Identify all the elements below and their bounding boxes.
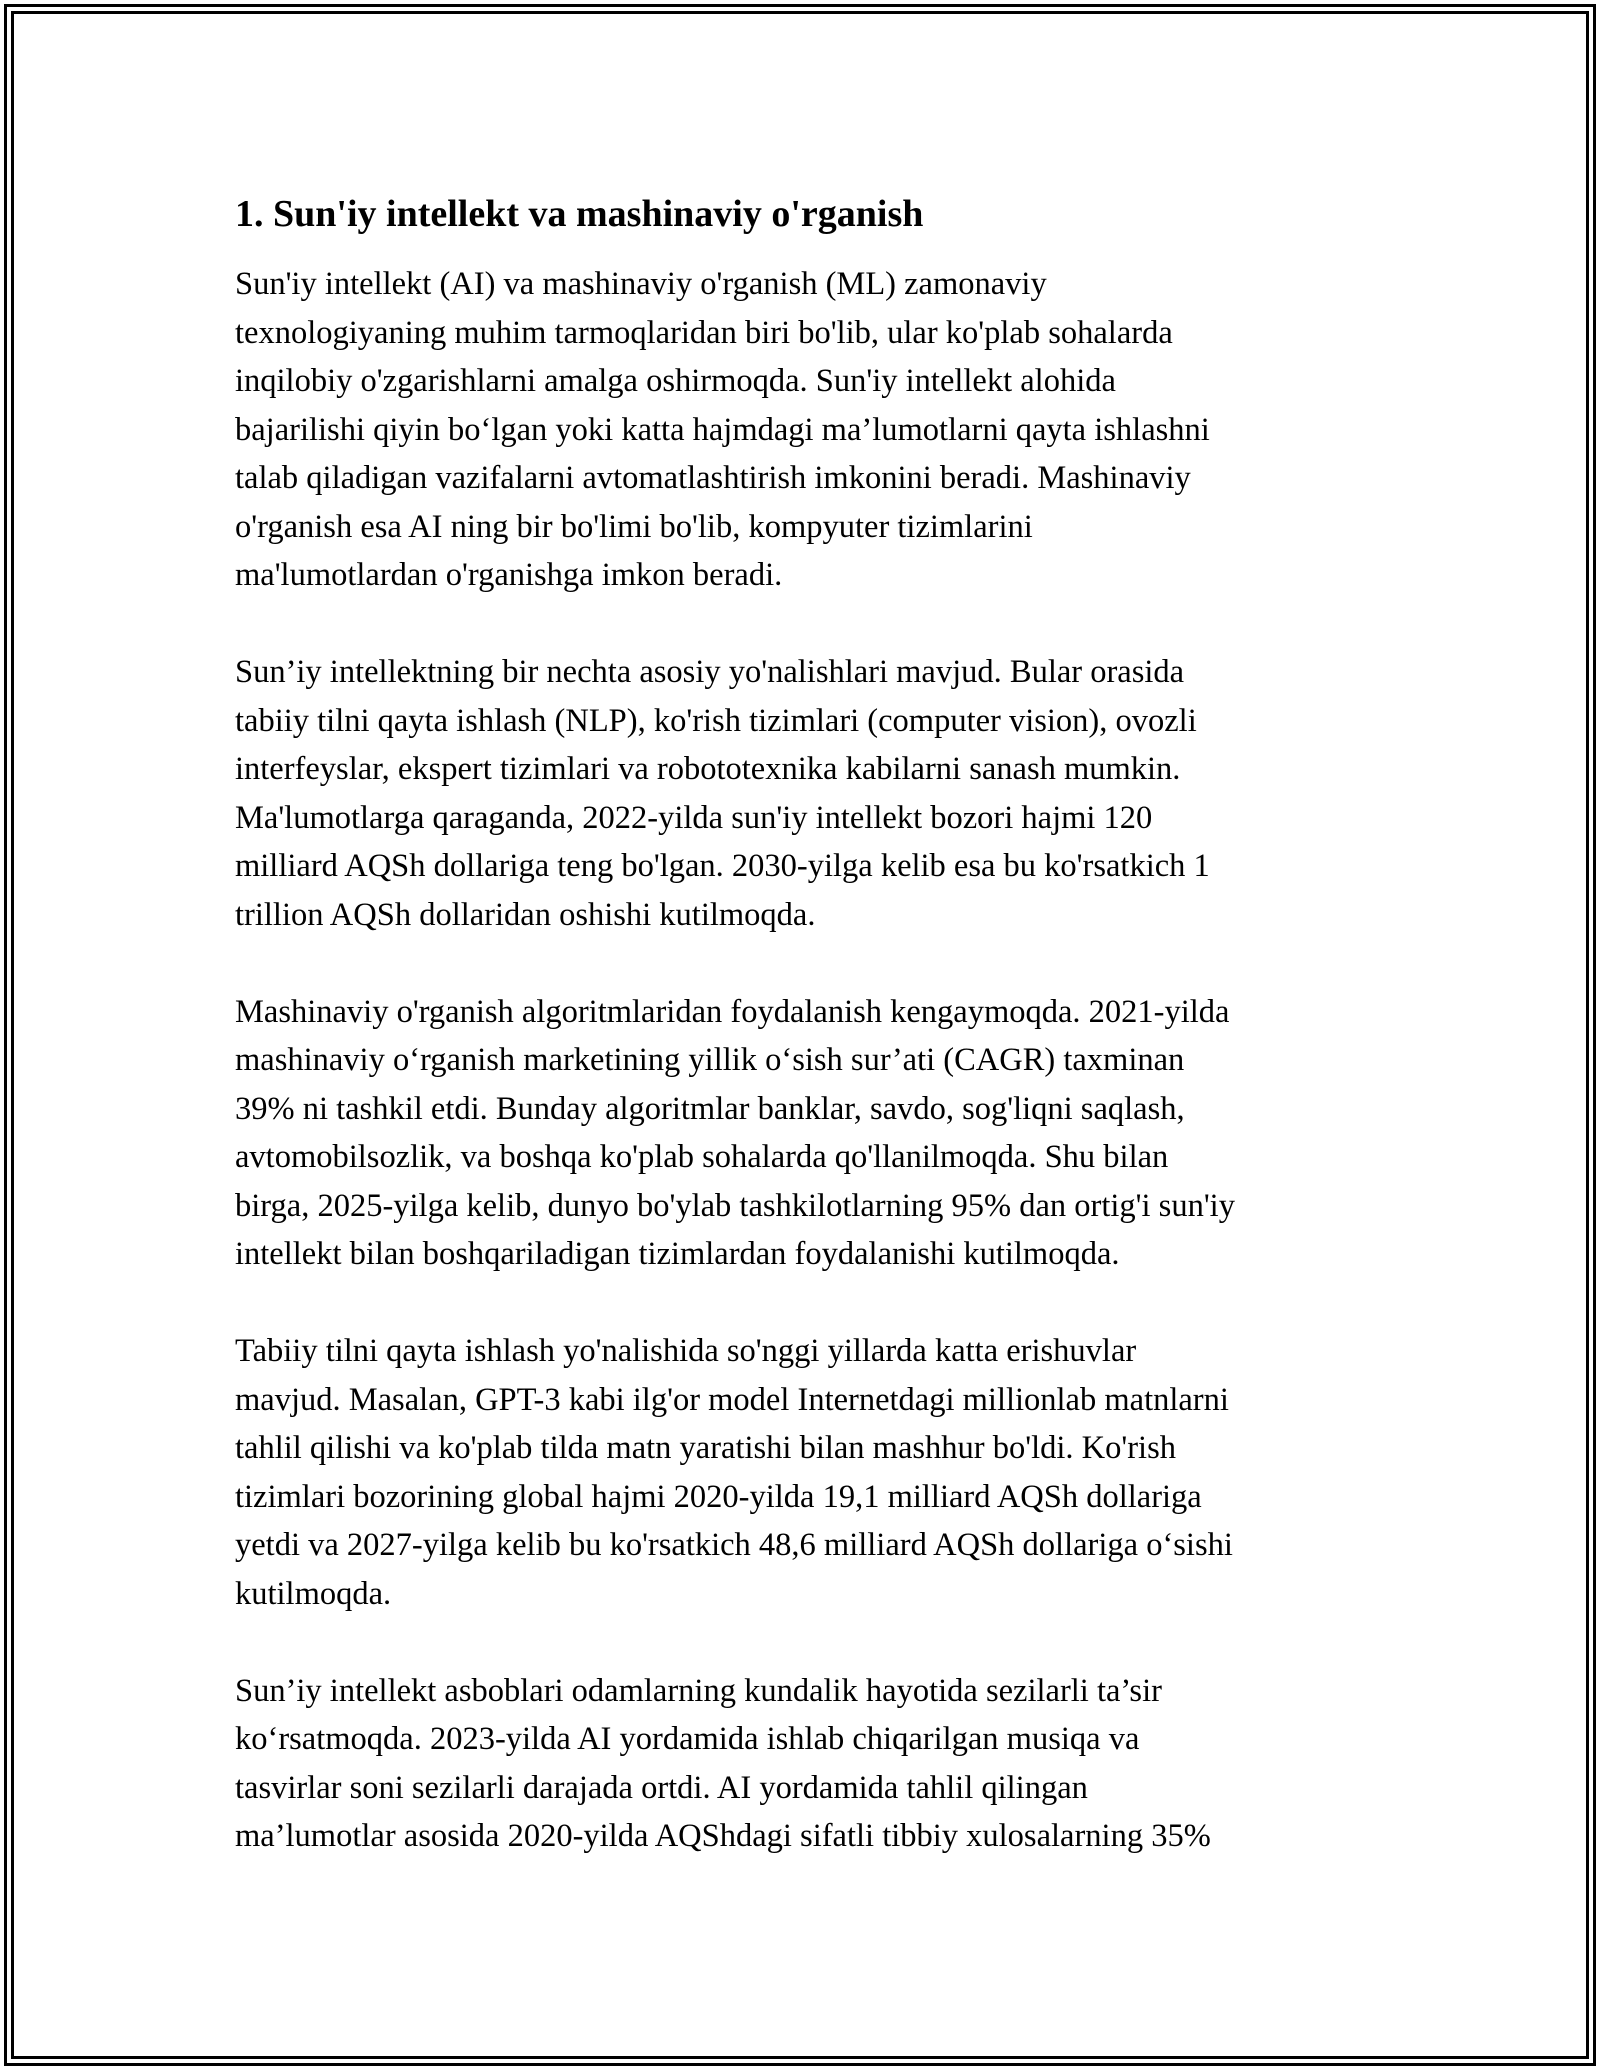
text-line: mavjud. Masalan, GPT-3 kabi ilg'or model Internetdagi millionlab matnlarni (235, 1381, 1229, 1418)
text-line: milliard AQSh dollariga teng bo'lgan. 2030-yilga kelib esa bu ko'rsatkich 1 (235, 848, 1210, 884)
paragraph-3 (235, 988, 1375, 1279)
text-line: tabiiy tilni qayta ishlash (NLP), ko'rish tizimlari (computer vision), ovozli (235, 702, 1197, 739)
paragraph-5 (235, 1667, 1375, 1861)
paragraph-4 (235, 1327, 1375, 1618)
text-line: ma’lumotlar asosida 2020-yilda AQShdagi sifatli tibbiy xulosalarning 35% (235, 1818, 1211, 1854)
text-line: trillion AQSh dollaridan oshishi kutilmoqda. (235, 896, 816, 933)
text-line: ko‘rsatmoqda. 2023-yilda AI yordamida ishlab chiqarilgan musiqa va (235, 1721, 1140, 1757)
text-line: ma'lumotlardan o'rganishga imkon beradi. (235, 557, 783, 593)
text-line: tizimlari bozorining global hajmi 2020-yilda 19,1 milliard AQSh dollariga (235, 1478, 1202, 1515)
text-line: inqilobiy o'zgarishlarni amalga oshirmoqda. Sun'iy intellekt alohida (235, 363, 1116, 399)
text-line: talab qiladigan vazifalarni avtomatlashtirish imkonini beradi. Mashinaviy (235, 460, 1191, 496)
document-body (235, 190, 1375, 1909)
text-line: o'rganish esa AI ning bir bo'limi bo'lib, kompyuter tizimlarini (235, 508, 1033, 545)
text-line: interfeyslar, ekspert tizimlari va robototexnika kabilarni sanash mumkin. (235, 751, 1181, 787)
paragraph-2 (235, 648, 1375, 939)
text-line: bajarilishi qiyin bo‘lgan yoki katta hajmdagi ma’lumotlarni qayta ishlashni (235, 411, 1210, 448)
text-line: tahlil qilishi va ko'plab tilda matn yaratishi bilan mashhur bo'ldi. Ko'rish (235, 1430, 1176, 1466)
text-line: Ma'lumotlarga qaraganda, 2022-yilda sun'iy intellekt bozori hajmi 120 (235, 799, 1153, 836)
section-heading: 1. Sun'iy intellekt va mashinaviy o'rganish (235, 193, 924, 235)
paragraph-1 (235, 260, 1375, 600)
text-line: birga, 2025-yilga kelib, dunyo bo'ylab tashkilotlarning 95% dan ortig'i sun'iy (235, 1187, 1235, 1224)
text-line: texnologiyaning muhim tarmoqlaridan biri bo'lib, ular ko'plab sohalarda (235, 314, 1173, 351)
text-line: Mashinaviy o'rganish algoritmlaridan foydalanish kengaymoqda. 2021-yilda (235, 993, 1230, 1030)
text-line: avtomobilsozlik, va boshqa ko'plab sohalarda qo'llanilmoqda. Shu bilan (235, 1139, 1169, 1175)
text-line: tasvirlar soni sezilarli darajada ortdi. AI yordamida tahlil qilingan (235, 1769, 1088, 1806)
text-line: Sun'iy intellekt (AI) va mashinaviy o'rganish (ML) zamonaviy (235, 266, 1047, 302)
text-line: kutilmoqda. (235, 1575, 392, 1612)
text-line: intellekt bilan boshqariladigan tizimlardan foydalanishi kutilmoqda. (235, 1236, 1120, 1272)
text-line: Tabiiy tilni qayta ishlash yo'nalishida so'nggi yillarda katta erishuvlar (235, 1333, 1137, 1369)
text-line: Sun’iy intellektning bir nechta asosiy yo'nalishlari mavjud. Bular orasida (235, 654, 1185, 690)
text-line: 39% ni tashkil etdi. Bunday algoritmlar banklar, savdo, sog'liqni saqlash, (235, 1090, 1185, 1127)
text-line: yetdi va 2027-yilga kelib bu ko'rsatkich 48,6 milliard AQSh dollariga o‘sishi (235, 1527, 1233, 1563)
text-line: mashinaviy o‘rganish marketining yillik o‘sish sur’ati (CAGR) taxminan (235, 1042, 1185, 1078)
text-line: Sun’iy intellekt asboblari odamlarning kundalik hayotida sezilarli ta’sir (235, 1672, 1162, 1709)
